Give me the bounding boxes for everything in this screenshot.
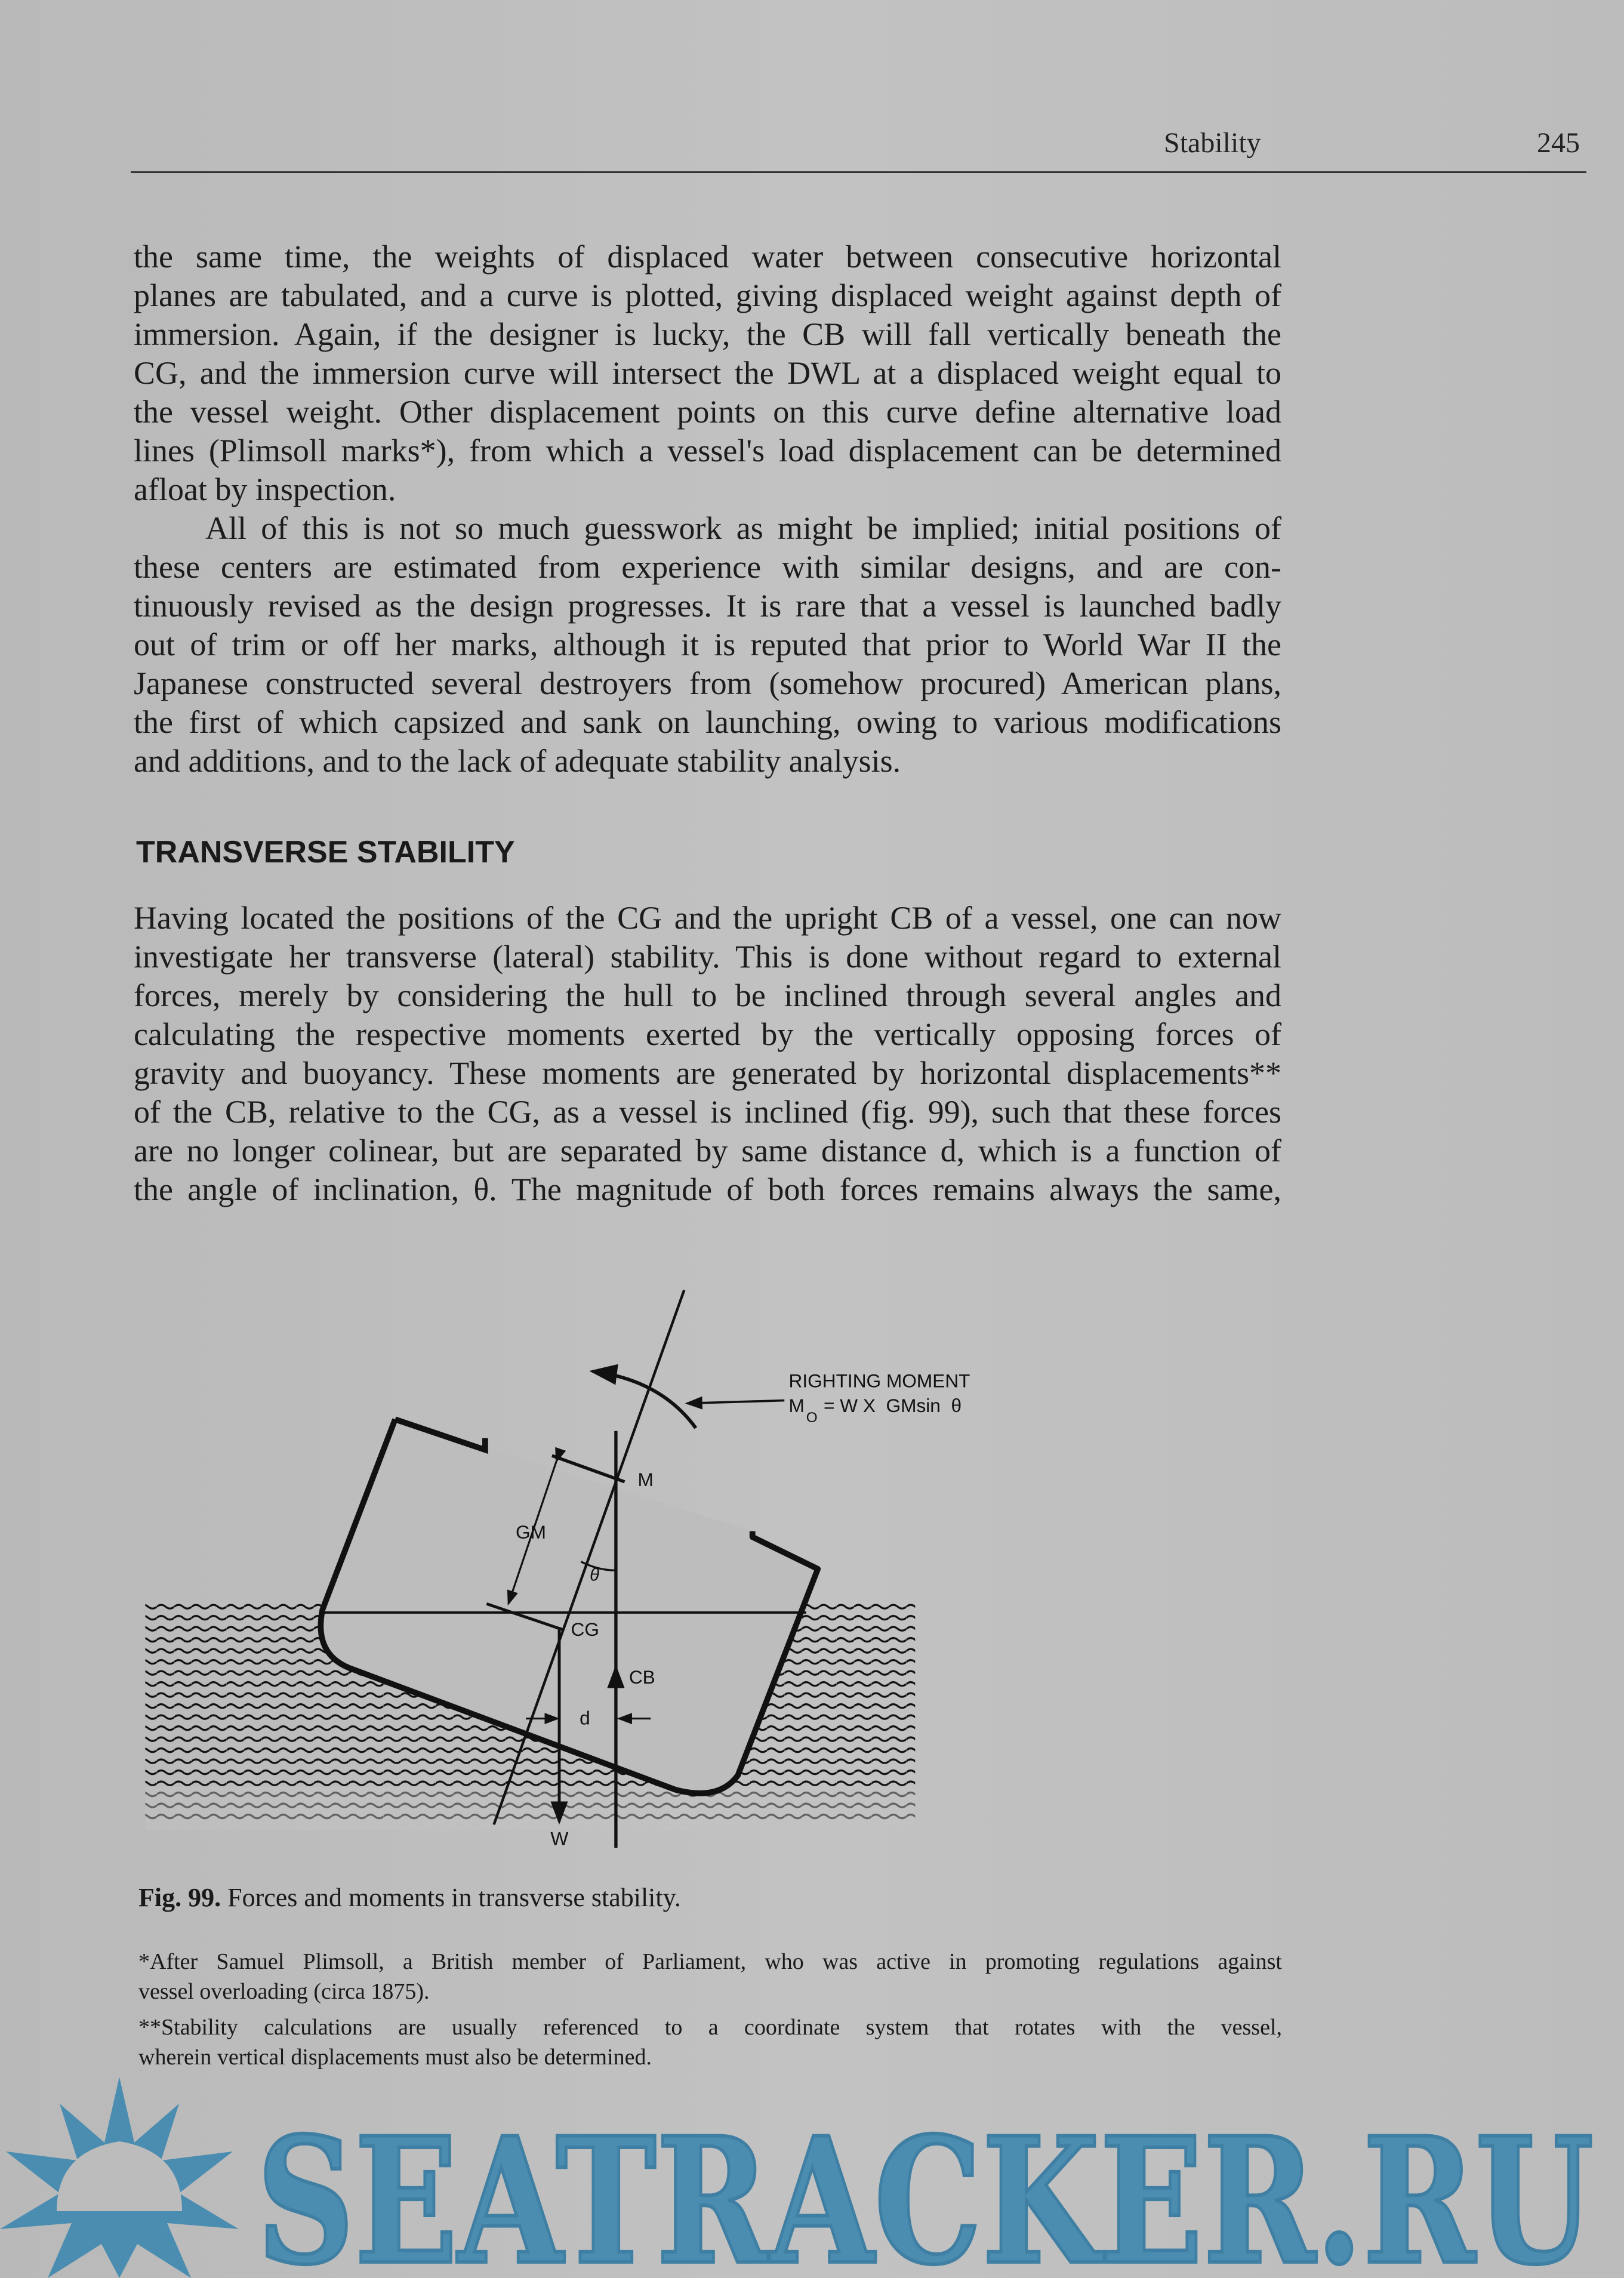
- sun-logo-icon: [0, 2077, 239, 2278]
- text-line: afloat by inspection.: [134, 471, 396, 507]
- text-line: out of trim or off her marks, although it is reputed that prior to World War II the: [134, 627, 1281, 662]
- seatracker-watermark: [0, 2077, 1624, 2278]
- text-line: these centers are estimated from experience with similar designs, and are con-: [134, 549, 1281, 585]
- section-heading: TRANSVERSE STABILITY: [136, 835, 515, 870]
- text-line: **Stability calculations are usually referenced to a coordinate system that rotates with the vessel,: [138, 2015, 1282, 2040]
- text-line: planes are tabulated, and a curve is plotted, giving displaced weight against depth of: [134, 278, 1281, 313]
- label-gm: GM: [516, 1521, 546, 1543]
- text-line: investigate her transverse (lateral) stability. This is done without regard to external: [134, 939, 1281, 975]
- label-cb: CB: [628, 1666, 655, 1688]
- label-d: d: [580, 1707, 590, 1729]
- page-number: 245: [1537, 127, 1580, 159]
- righting-moment-label: RIGHTING MOMENT: [788, 1370, 970, 1392]
- formula-text: = W X GMsin θ: [823, 1395, 962, 1417]
- text-line: tinuously revised as the design progresses. It is rare that a vessel is launched badly: [134, 588, 1281, 624]
- watermark-text: SEATRACKER.RU: [257, 2100, 1594, 2278]
- text-line: All of this is not so much guesswork as might be implied; initial positions of: [205, 510, 1281, 546]
- figure-caption: [138, 1880, 681, 1916]
- text-line: calculating the respective moments exerted by the vertically opposing forces of: [134, 1016, 1281, 1052]
- righting-moment-pointer: [687, 1401, 784, 1404]
- label-m: M: [637, 1469, 654, 1491]
- text-line: and additions, and to the lack of adequate stability analysis.: [134, 743, 901, 779]
- label-cg: CG: [571, 1618, 599, 1640]
- text-line: are no longer colinear, but are separated by same distance d, which is a function of: [134, 1133, 1281, 1169]
- text-line: the angle of inclination, θ. The magnitude of both forces remains always the same,: [134, 1172, 1281, 1207]
- text-line: the vessel weight. Other displacement points on this curve define alternative load: [134, 394, 1281, 430]
- caption-text: Forces and moments in transverse stability.: [221, 1883, 681, 1912]
- text-line: Having located the positions of the CG and the upright CB of a vessel, one can now: [134, 900, 1281, 936]
- label-w: W: [550, 1827, 569, 1849]
- text-line: gravity and buoyancy. These moments are generated by horizontal displacements**: [134, 1055, 1281, 1091]
- running-title: Stability: [1164, 127, 1261, 159]
- text-line: vessel overloading (circa 1875).: [138, 1979, 430, 2004]
- text-line: *After Samuel Plimsoll, a British member of Parliament, who was active in promoting regulations against: [138, 1949, 1282, 1974]
- text-line: forces, merely by considering the hull to be inclined through several angles and: [134, 978, 1281, 1013]
- text-line: wherein vertical displacements must also be determined.: [138, 2045, 652, 2070]
- figure-number: Fig. 99.: [138, 1883, 221, 1912]
- formula-subscript: O: [806, 1410, 818, 1426]
- text-line: the first of which capsized and sank on launching, owing to various modifications: [134, 704, 1281, 740]
- text-line: CG, and the immersion curve will intersect the DWL at a displaced weight equal to: [134, 355, 1281, 391]
- formula-m: M: [788, 1395, 805, 1417]
- text-line: the same time, the weights of displaced water between consecutive horizontal: [134, 239, 1281, 275]
- text-line: of the CB, relative to the CG, as a vessel is inclined (fig. 99), such that these forces: [134, 1094, 1281, 1130]
- label-theta: θ: [590, 1565, 599, 1585]
- text-line: lines (Plimsoll marks*), from which a vessel's load displacement can be determined: [134, 433, 1281, 468]
- text-line: Japanese constructed several destroyers from (somehow procured) American plans,: [134, 665, 1281, 701]
- text-line: immersion. Again, if the designer is lucky, the CB will fall vertically beneath the: [134, 316, 1281, 352]
- footnote-1: [138, 1947, 1282, 2006]
- footnote-2: [138, 2012, 1282, 2072]
